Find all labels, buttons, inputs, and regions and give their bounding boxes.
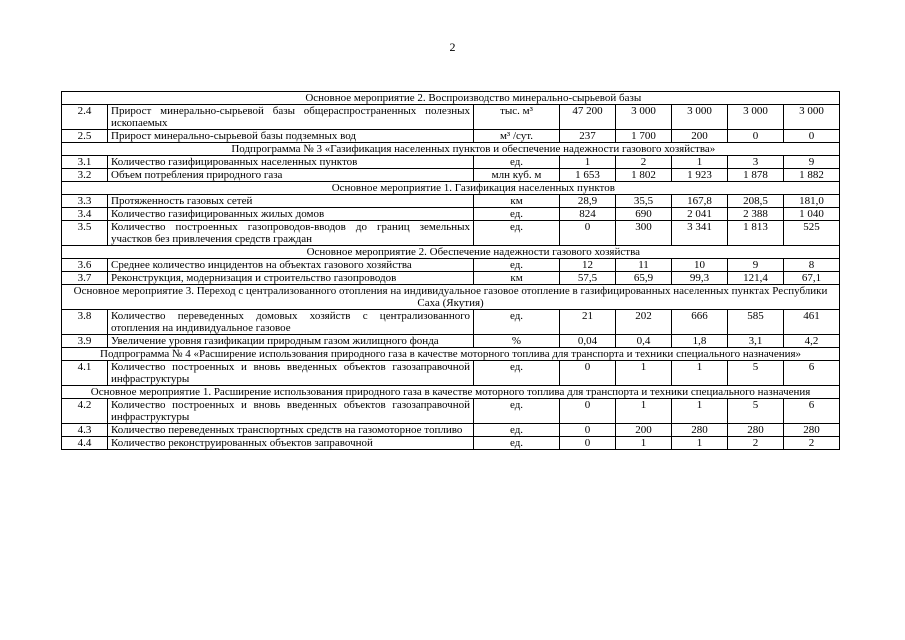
value-cell: 9	[728, 259, 784, 272]
row-number: 3.4	[62, 208, 108, 221]
value-cell: 2	[784, 437, 840, 450]
table-row	[62, 169, 840, 182]
section-spacer-cell	[62, 246, 108, 259]
table-row	[62, 221, 840, 246]
value-cell: 0	[560, 437, 616, 450]
value-cell: 121,4	[728, 272, 784, 285]
unit-cell: м³ /сут.	[474, 130, 560, 143]
indicator-name: Протяженность газовых сетей	[108, 195, 474, 208]
value-cell: 57,5	[560, 272, 616, 285]
section-row	[62, 182, 840, 195]
indicator-name: Прирост минерально-сырьевой базы подземных вод	[108, 130, 474, 143]
value-cell: 3 000	[728, 105, 784, 130]
section-title: Основное мероприятие 1. Газификация населенных пунктов	[108, 182, 840, 195]
value-cell: 1	[560, 156, 616, 169]
value-cell: 1 882	[784, 169, 840, 182]
row-number: 3.8	[62, 310, 108, 335]
value-cell: 5	[728, 361, 784, 386]
value-cell: 1	[616, 399, 672, 424]
section-title: Подпрограмма № 3 «Газификация населенных пунктов и обеспечение надежности газового хозяйства»	[108, 143, 840, 156]
row-number: 4.3	[62, 424, 108, 437]
value-cell: 690	[616, 208, 672, 221]
value-cell: 181,0	[784, 195, 840, 208]
value-cell: 1,8	[672, 335, 728, 348]
table-row	[62, 437, 840, 450]
section-title: Подпрограмма № 4 «Расширение использования природного газа в качестве моторного топлива для транспорта и техники специального назначения»	[62, 348, 840, 361]
unit-cell: ед.	[474, 361, 560, 386]
value-cell: 1	[672, 399, 728, 424]
indicator-name: Количество переведенных транспортных средств на газомоторное топливо	[108, 424, 474, 437]
section-spacer-cell	[62, 182, 108, 195]
indicators-table	[61, 91, 840, 450]
value-cell: 6	[784, 399, 840, 424]
row-number: 2.4	[62, 105, 108, 130]
section-row	[62, 143, 840, 156]
row-number: 4.2	[62, 399, 108, 424]
unit-cell: км	[474, 195, 560, 208]
section-row	[62, 246, 840, 259]
row-number: 3.6	[62, 259, 108, 272]
indicator-name: Количество построенных и вновь введенных объектов газозаправочной инфраструктуры	[108, 361, 474, 386]
value-cell: 1 802	[616, 169, 672, 182]
value-cell: 9	[784, 156, 840, 169]
table-row	[62, 335, 840, 348]
value-cell: 1 878	[728, 169, 784, 182]
value-cell: 0	[560, 361, 616, 386]
value-cell: 3 000	[672, 105, 728, 130]
value-cell: 280	[784, 424, 840, 437]
value-cell: 0,4	[616, 335, 672, 348]
unit-cell: ед.	[474, 221, 560, 246]
value-cell: 1	[672, 361, 728, 386]
indicator-name: Количество построенных газопроводов-вводов до границ земельных участков без привлечения средств граждан	[108, 221, 474, 246]
value-cell: 28,9	[560, 195, 616, 208]
value-cell: 202	[616, 310, 672, 335]
section-spacer-cell	[62, 143, 108, 156]
row-number: 4.4	[62, 437, 108, 450]
table-row	[62, 424, 840, 437]
unit-cell: ед.	[474, 310, 560, 335]
value-cell: 1	[616, 437, 672, 450]
value-cell: 200	[616, 424, 672, 437]
value-cell: 1	[616, 361, 672, 386]
unit-cell: ед.	[474, 424, 560, 437]
unit-cell: ед.	[474, 399, 560, 424]
value-cell: 3 341	[672, 221, 728, 246]
section-title: Основное мероприятие 2. Обеспечение надежности газового хозяйства	[108, 246, 840, 259]
value-cell: 0	[560, 399, 616, 424]
section-title: Основное мероприятие 2. Воспроизводство минерально-сырьевой базы	[108, 92, 840, 105]
value-cell: 1 653	[560, 169, 616, 182]
row-number: 2.5	[62, 130, 108, 143]
table-row	[62, 105, 840, 130]
row-number: 3.2	[62, 169, 108, 182]
value-cell: 67,1	[784, 272, 840, 285]
value-cell: 3,1	[728, 335, 784, 348]
unit-cell: км	[474, 272, 560, 285]
section-row	[62, 386, 840, 399]
value-cell: 1 813	[728, 221, 784, 246]
value-cell: 167,8	[672, 195, 728, 208]
unit-cell: %	[474, 335, 560, 348]
value-cell: 21	[560, 310, 616, 335]
indicator-name: Количество построенных и вновь введенных объектов газозаправочной инфраструктуры	[108, 399, 474, 424]
value-cell: 666	[672, 310, 728, 335]
indicator-name: Количество реконструированных объектов заправочной	[108, 437, 474, 450]
value-cell: 208,5	[728, 195, 784, 208]
indicator-name: Среднее количество инцидентов на объектах газового хозяйства	[108, 259, 474, 272]
value-cell: 0	[784, 130, 840, 143]
row-number: 3.9	[62, 335, 108, 348]
value-cell: 0,04	[560, 335, 616, 348]
row-number: 4.1	[62, 361, 108, 386]
table-row	[62, 272, 840, 285]
value-cell: 5	[728, 399, 784, 424]
value-cell: 11	[616, 259, 672, 272]
table-row	[62, 195, 840, 208]
value-cell: 2	[616, 156, 672, 169]
value-cell: 2 041	[672, 208, 728, 221]
value-cell: 12	[560, 259, 616, 272]
value-cell: 3	[728, 156, 784, 169]
page-number: 2	[449, 40, 456, 54]
unit-cell: ед.	[474, 208, 560, 221]
value-cell: 65,9	[616, 272, 672, 285]
unit-cell: ед.	[474, 437, 560, 450]
table-row	[62, 259, 840, 272]
value-cell: 280	[728, 424, 784, 437]
indicator-name: Увеличение уровня газификации природным газом жилищного фонда	[108, 335, 474, 348]
row-number: 3.3	[62, 195, 108, 208]
value-cell: 10	[672, 259, 728, 272]
value-cell: 200	[672, 130, 728, 143]
unit-cell: ед.	[474, 259, 560, 272]
value-cell: 2 388	[728, 208, 784, 221]
indicator-name: Реконструкция, модернизация и строительство газопроводов	[108, 272, 474, 285]
value-cell: 35,5	[616, 195, 672, 208]
row-number: 3.1	[62, 156, 108, 169]
value-cell: 300	[616, 221, 672, 246]
value-cell: 525	[784, 221, 840, 246]
value-cell: 0	[728, 130, 784, 143]
value-cell: 1	[672, 156, 728, 169]
value-cell: 237	[560, 130, 616, 143]
value-cell: 1	[672, 437, 728, 450]
value-cell: 0	[560, 424, 616, 437]
row-number: 3.5	[62, 221, 108, 246]
value-cell: 3 000	[784, 105, 840, 130]
value-cell: 6	[784, 361, 840, 386]
value-cell: 585	[728, 310, 784, 335]
value-cell: 0	[560, 221, 616, 246]
section-title: Основное мероприятие 3. Переход с централизованного отопления на индивидуальное газовое отопление в газифицированных населенных пунктах Республики Саха (Якутия)	[62, 285, 840, 310]
value-cell: 47 200	[560, 105, 616, 130]
indicator-name: Количество газифицированных жилых домов	[108, 208, 474, 221]
value-cell: 4,2	[784, 335, 840, 348]
table-body	[62, 92, 840, 450]
value-cell: 280	[672, 424, 728, 437]
table-row	[62, 399, 840, 424]
unit-cell: ед.	[474, 156, 560, 169]
value-cell: 2	[728, 437, 784, 450]
value-cell: 1 923	[672, 169, 728, 182]
table-row	[62, 361, 840, 386]
table-row	[62, 156, 840, 169]
section-title: Основное мероприятие 1. Расширение использования природного газа в качестве моторного топлива для транспорта и техники специального назначения	[62, 386, 840, 399]
value-cell: 461	[784, 310, 840, 335]
value-cell: 1 700	[616, 130, 672, 143]
value-cell: 824	[560, 208, 616, 221]
unit-cell: тыс. м³	[474, 105, 560, 130]
indicator-name: Количество газифицированных населенных пунктов	[108, 156, 474, 169]
table-row	[62, 310, 840, 335]
indicator-name: Прирост минерально-сырьевой базы общераспространенных полезных ископаемых	[108, 105, 474, 130]
row-number: 3.7	[62, 272, 108, 285]
table-row	[62, 130, 840, 143]
table-row	[62, 208, 840, 221]
section-row	[62, 348, 840, 361]
unit-cell: млн куб. м	[474, 169, 560, 182]
section-row	[62, 92, 840, 105]
indicator-name: Объем потребления природного газа	[108, 169, 474, 182]
section-row	[62, 285, 840, 310]
value-cell: 3 000	[616, 105, 672, 130]
value-cell: 99,3	[672, 272, 728, 285]
indicator-name: Количество переведенных домовых хозяйств с централизованного отопления на индивидуальное газовое	[108, 310, 474, 335]
value-cell: 8	[784, 259, 840, 272]
section-spacer-cell	[62, 92, 108, 105]
value-cell: 1 040	[784, 208, 840, 221]
